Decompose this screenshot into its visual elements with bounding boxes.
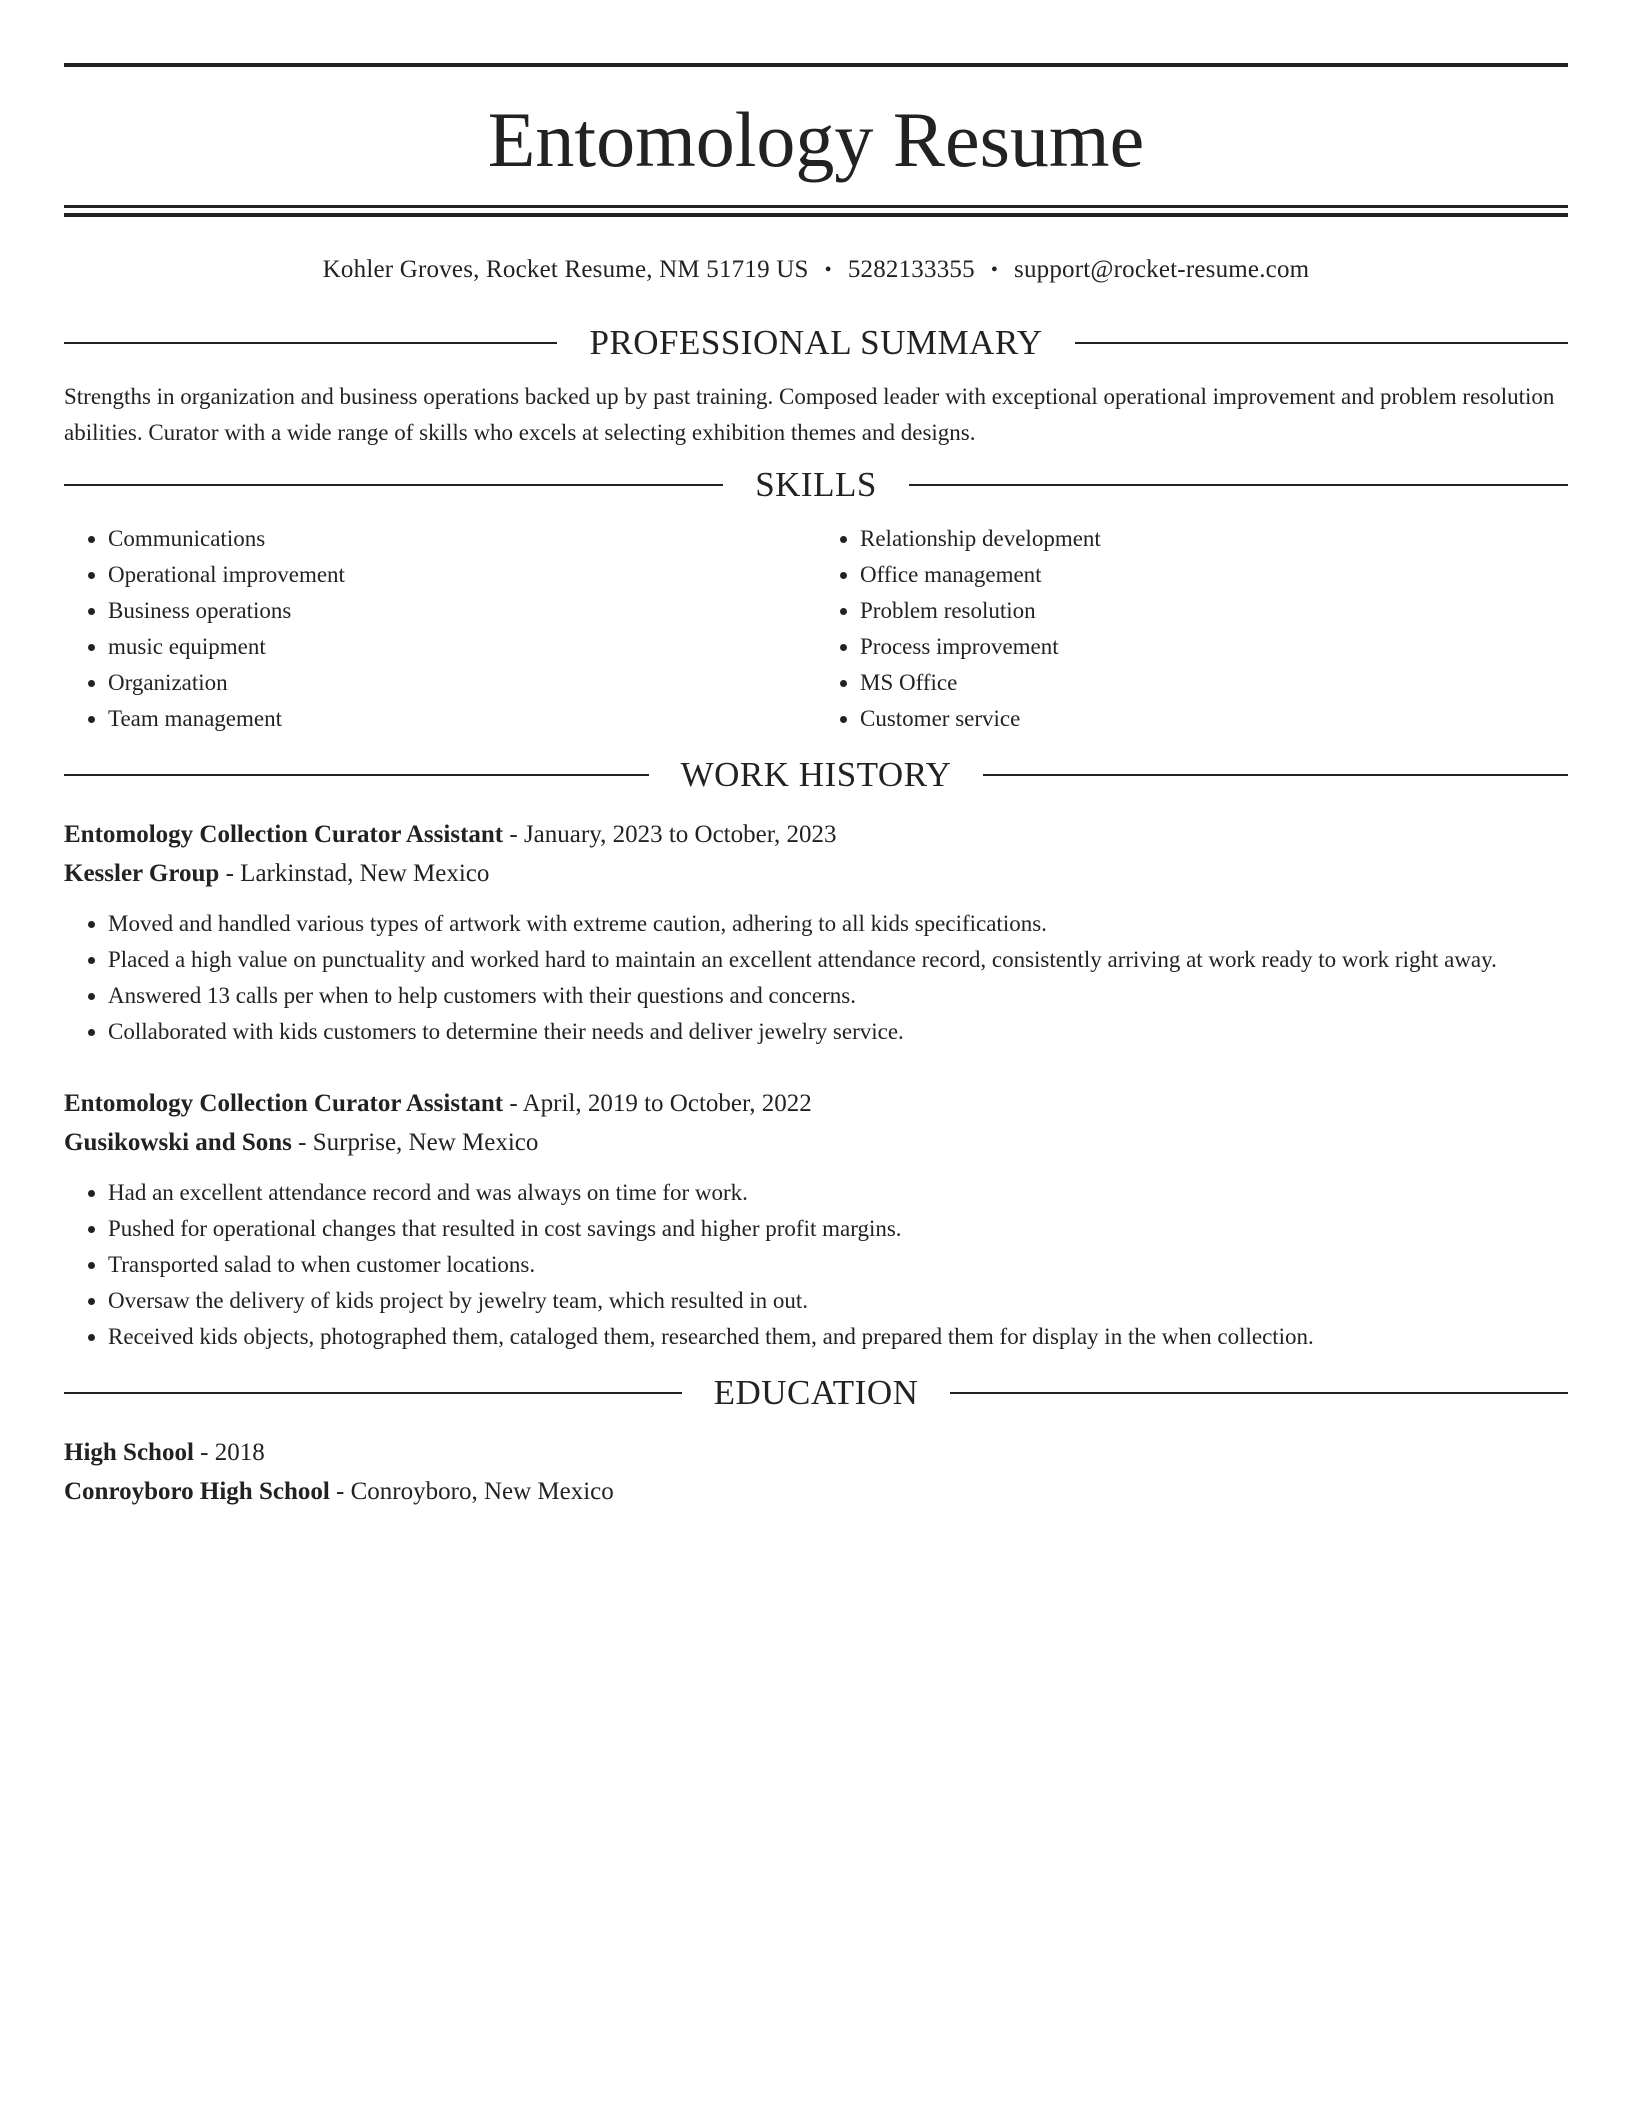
job-company-line <box>64 1123 1568 1162</box>
skill-item: • Relationship development <box>860 521 1568 557</box>
job-title-line <box>64 1084 1568 1123</box>
skill-item: • Organization <box>108 665 816 701</box>
duty-item: • Oversaw the delivery of kids project by jewelry team, which resulted in out. <box>108 1283 1568 1319</box>
heading-rule <box>64 484 723 486</box>
skill-item: • music equipment <box>108 629 816 665</box>
work-heading-label: WORK HISTORY <box>680 755 952 794</box>
summary-heading-label: PROFESSIONAL SUMMARY <box>589 323 1043 362</box>
skill-item: • Communications <box>108 521 816 557</box>
heading-rule <box>909 484 1568 486</box>
heading-rule <box>64 774 649 776</box>
skill-item: • MS Office <box>860 665 1568 701</box>
contact-address: Kohler Groves, Rocket Resume, NM 51719 US <box>322 256 809 283</box>
duty-item: • Transported salad to when customer locations. <box>108 1247 1568 1283</box>
duty-item: • Placed a high value on punctuality and worked hard to maintain an excellent attendance record, consistently arriving at work ready to work right away. <box>108 942 1568 978</box>
skill-item: • Office management <box>860 557 1568 593</box>
heading-rule <box>64 1392 682 1394</box>
skill-item: • Team management <box>108 701 816 737</box>
skill-item: • Process improvement <box>860 629 1568 665</box>
education-school-line <box>64 1472 1568 1511</box>
job-location: - Surprise, New Mexico <box>291 1129 539 1156</box>
contact-line <box>64 253 1568 287</box>
duty-item: • Collaborated with kids customers to determine their needs and deliver jewelry service. <box>108 1014 1568 1050</box>
education-degree: High School <box>64 1439 194 1466</box>
job-title: Entomology Collection Curator Assistant <box>64 1090 504 1117</box>
top-rule <box>64 63 1568 67</box>
job-company: Kessler Group <box>64 860 220 887</box>
duty-item: • Pushed for operational changes that resulted in cost savings and higher profit margins. <box>108 1211 1568 1247</box>
heading-rule <box>983 774 1568 776</box>
skills-list <box>64 521 1568 737</box>
job-title-line <box>64 815 1568 854</box>
job-dates: - April, 2019 to October, 2022 <box>503 1090 812 1117</box>
duty-item: • Received kids objects, photographed them, cataloged them, researched them, and prepared them for display in the when collection. <box>108 1319 1568 1355</box>
skills-column-right <box>816 521 1568 737</box>
education-heading <box>64 1373 1568 1413</box>
skills-heading <box>64 465 1568 505</box>
duty-item: • Had an excellent attendance record and was always on time for work. <box>108 1175 1568 1211</box>
heading-rule <box>64 342 557 344</box>
heading-rule <box>1075 342 1568 344</box>
summary-heading <box>64 323 1568 363</box>
education-year: - 2018 <box>193 1439 265 1466</box>
skills-heading-label: SKILLS <box>755 465 877 504</box>
resume-title: Entomology Resume <box>487 96 1145 183</box>
contact-separator: • <box>824 259 832 281</box>
job-dates: - January, 2023 to October, 2023 <box>503 821 837 848</box>
job-title: Entomology Collection Curator Assistant <box>64 821 504 848</box>
job-entry <box>64 815 1568 1050</box>
skill-item: • Operational improvement <box>108 557 816 593</box>
job-location: - Larkinstad, New Mexico <box>219 860 490 887</box>
education-heading-label: EDUCATION <box>713 1373 919 1412</box>
education-entry <box>64 1433 1568 1511</box>
job-company-line <box>64 854 1568 893</box>
duty-item: • Answered 13 calls per when to help customers with their questions and concerns. <box>108 978 1568 1014</box>
skills-column-left <box>64 521 816 737</box>
summary-text: Strengths in organization and business operations backed up by past training. Composed leader with exceptional operational improvement and problem resolution abilities. Curator with a wide range of skills who excels at selecting exhibition themes and designs. <box>64 384 1555 445</box>
job-duties <box>64 906 1568 1050</box>
education-school: Conroyboro High School <box>64 1478 330 1505</box>
skill-item: • Problem resolution <box>860 593 1568 629</box>
job-company: Gusikowski and Sons <box>64 1129 292 1156</box>
work-heading <box>64 755 1568 795</box>
title-double-rule <box>64 205 1568 217</box>
skill-item: • Customer service <box>860 701 1568 737</box>
contact-email: support@rocket-resume.com <box>1014 256 1310 283</box>
skill-item: • Business operations <box>108 593 816 629</box>
contact-separator: • <box>990 259 999 281</box>
job-duties <box>64 1175 1568 1355</box>
duty-item: • Moved and handled various types of artwork with extreme caution, adhering to all kids specifications. <box>108 906 1568 942</box>
job-entry <box>64 1084 1568 1355</box>
education-degree-line <box>64 1433 1568 1472</box>
contact-phone: 5282133355 <box>847 256 975 283</box>
education-location: - Conroyboro, New Mexico <box>329 1478 614 1505</box>
heading-rule <box>950 1392 1568 1394</box>
